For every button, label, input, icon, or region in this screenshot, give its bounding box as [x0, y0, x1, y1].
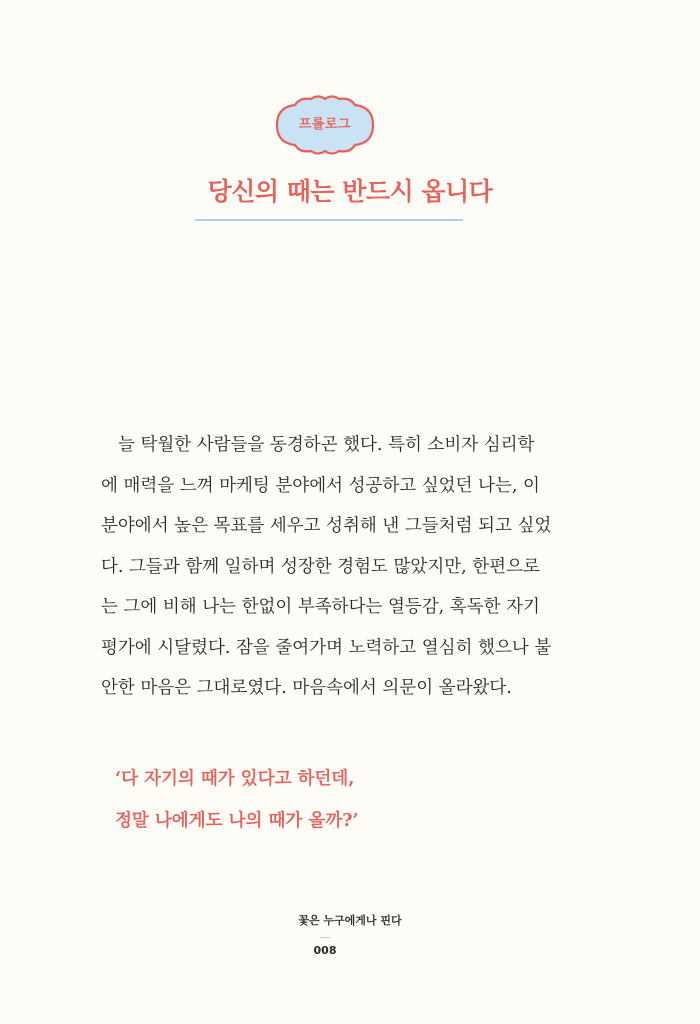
body-line: 는 그에 비해 나는 한없이 부족하다는 열등감, 혹독한 자기 — [101, 597, 540, 617]
body-line: 분야에서 높은 목표를 세우고 성취해 낸 그들처럼 되고 싶었 — [101, 516, 552, 536]
badge-label: 프롤로그 — [298, 117, 352, 132]
footer-divider — [320, 937, 330, 938]
body-line: 안한 마음은 그대로였다. 마음속에서 의문이 올라왔다. — [101, 678, 512, 698]
body-line: 다. 그들과 함께 일하며 성장한 경험도 많았지만, 한편으로 — [101, 556, 540, 577]
page-number: 008 — [313, 944, 337, 957]
body-line: 늘 탁월한 사람들을 동경하곤 했다. 특히 소비자 심리학 — [118, 435, 535, 455]
quote-line: ‘다 자기의 때가 있다고 하던데, — [115, 769, 355, 789]
footer-book-title: 꽃은 누구에게나 핀다 — [298, 914, 402, 927]
body-line: 에 매력을 느껴 마케팅 분야에서 성공하고 싶었던 나는, 이 — [101, 475, 540, 496]
title-underline — [195, 219, 463, 221]
quote-line: 정말 나에게도 나의 때가 올까?’ — [115, 811, 359, 831]
body-paragraph — [101, 425, 556, 709]
chapter-badge — [273, 95, 377, 155]
chapter-title: 당신의 때는 반드시 옵니다 — [207, 177, 493, 206]
body-line: 평가에 시달렸다. 잠을 줄여가며 노력하고 열심히 했으나 불 — [101, 637, 552, 658]
highlight-quote — [115, 758, 359, 842]
